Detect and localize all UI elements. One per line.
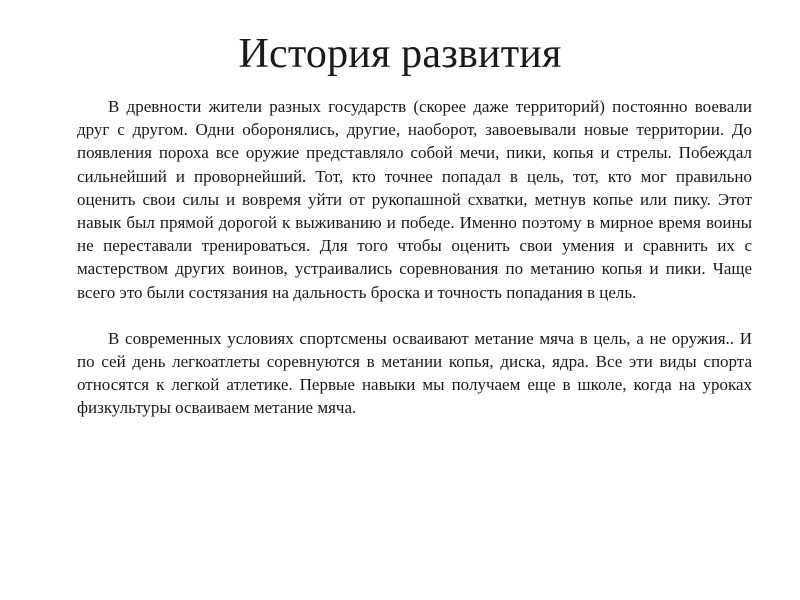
- slide-title: История развития: [238, 31, 562, 77]
- slide-body: [77, 95, 752, 420]
- paragraph-modern: В современных условиях спортсмены осваивают метание мяча в цель, а не оружия.. И по сей день легкоатлеты соревнуются в метании копья, диска, ядра. Все эти виды спорта относятся к легкой атлетике. Первые навыки мы получаем еще в школе, когда на уроках физкультуры осваиваем метание мяча.: [77, 328, 752, 418]
- paragraph-history: В древности жители разных государств (скорее даже территорий) постоянно воевали друг с другом. Одни оборонялись, другие, наоборот, завоевывали новые территории. До появления пороха все оружие представляло собой мечи, пики, копья и стрелы. Побеждал сильнейший и проворнейший. Тот, кто точнее попадал в цель, тот, кто мог правильно оценить свои силы и вовремя уйти от рукопашной схватки, метнув копье или пику. Этот навык был прямой дорогой к выживанию и победе. Именно поэтому в мирное время воины не переставали тренироваться. Для того чтобы оценить свои умения и сравнить их с мастерством других воинов, устраивались соревнования по метанию копья и пики. Чаще всего это были состязания на дальность броска и точность попадания в цель.: [77, 97, 752, 302]
